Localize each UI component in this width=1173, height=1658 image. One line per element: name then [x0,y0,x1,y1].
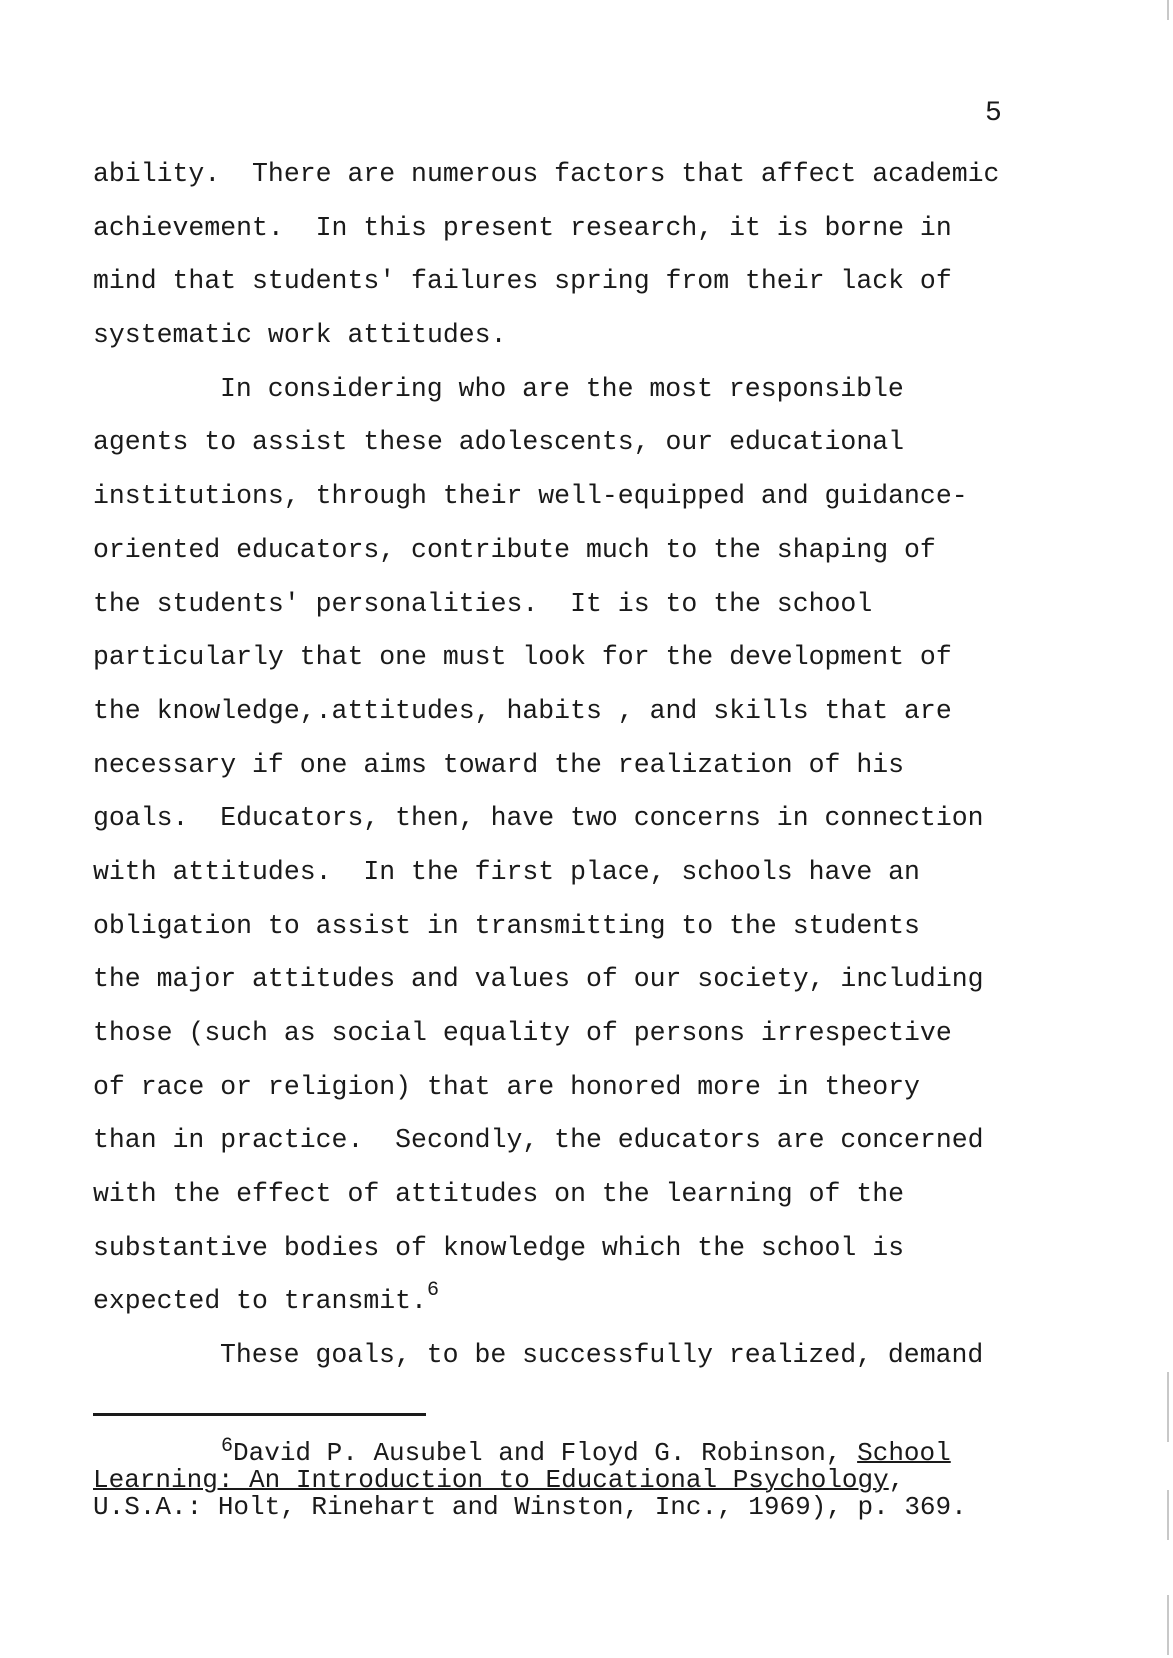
footnote-marker: 6 [221,1435,234,1458]
footnote-title: School [857,1438,951,1468]
text-line: with the effect of attitudes on the learning of the [93,1179,905,1210]
text-line: with attitudes. In the first place, schools have an [93,856,920,887]
text-line: ability. There are numerous factors that affect academic [93,159,1000,189]
footnote-publisher: U.S.A.: Holt, Rinehart and Winston, Inc., 1969), p. 369. [93,1492,967,1522]
text-line: systematic work attitudes. [93,320,507,351]
text-line: necessary if one aims toward the realization of his [93,749,905,780]
text-line: institutions, through their well-equipped and guidance- [93,481,968,512]
footnote-line [93,1467,1093,1494]
text-line: goals. Educators, then, have two concerns in connection [93,803,984,834]
text-line: particularly that one must look for the development of [93,642,952,673]
text-line: those (such as social equality of persons irrespective [93,1018,952,1048]
footnote-reference[interactable]: 6 [426,1278,439,1302]
text-line: the students' personalities. It is to the school [93,588,873,619]
footnote [93,1435,1093,1522]
footnote-authors: David P. Ausubel and Floyd G. Robinson, [233,1438,858,1468]
page-number: 5 [985,98,1002,129]
footnote-punctuation: , [888,1465,905,1495]
scan-edge-mark [1167,0,1169,20]
body-text [93,148,1093,1383]
footnote-divider [93,1413,426,1416]
text-segment: expected to transmit. [93,1286,427,1317]
text-line: the knowledge,.attitudes, habits , and skills that are [93,695,952,726]
text-line: agents to assist these adolescents, our educational [93,427,905,458]
footnote-line [93,1435,1093,1468]
text-line: substantive bodies of knowledge which the school is [93,1232,905,1263]
paragraph-start-line: These goals, to be successfully realized, demand [220,1340,984,1371]
scan-edge-mark [1167,1595,1169,1655]
paragraph-start-line: In considering who are the most responsible [220,373,904,404]
text-line: than in practice. Secondly, the educators are concerned [93,1125,984,1156]
text-line: mind that students' failures spring from their lack of [93,266,952,297]
text-line: of race or religion) that are honored more in theory [93,1071,920,1102]
text-line: obligation to assist in transmitting to the students [93,910,920,941]
text-line: achievement. In this present research, it is borne in [93,212,952,243]
scan-edge-mark [1167,1490,1169,1540]
text-line-with-footnote [93,1275,1093,1329]
footnote-title: Learning: An Introduction to Educational Psychology [93,1465,889,1495]
scan-edge-mark [1167,1372,1169,1442]
text-line: oriented educators, contribute much to the shaping of [93,534,936,565]
text-line: the major attitudes and values of our society, including [93,964,984,995]
